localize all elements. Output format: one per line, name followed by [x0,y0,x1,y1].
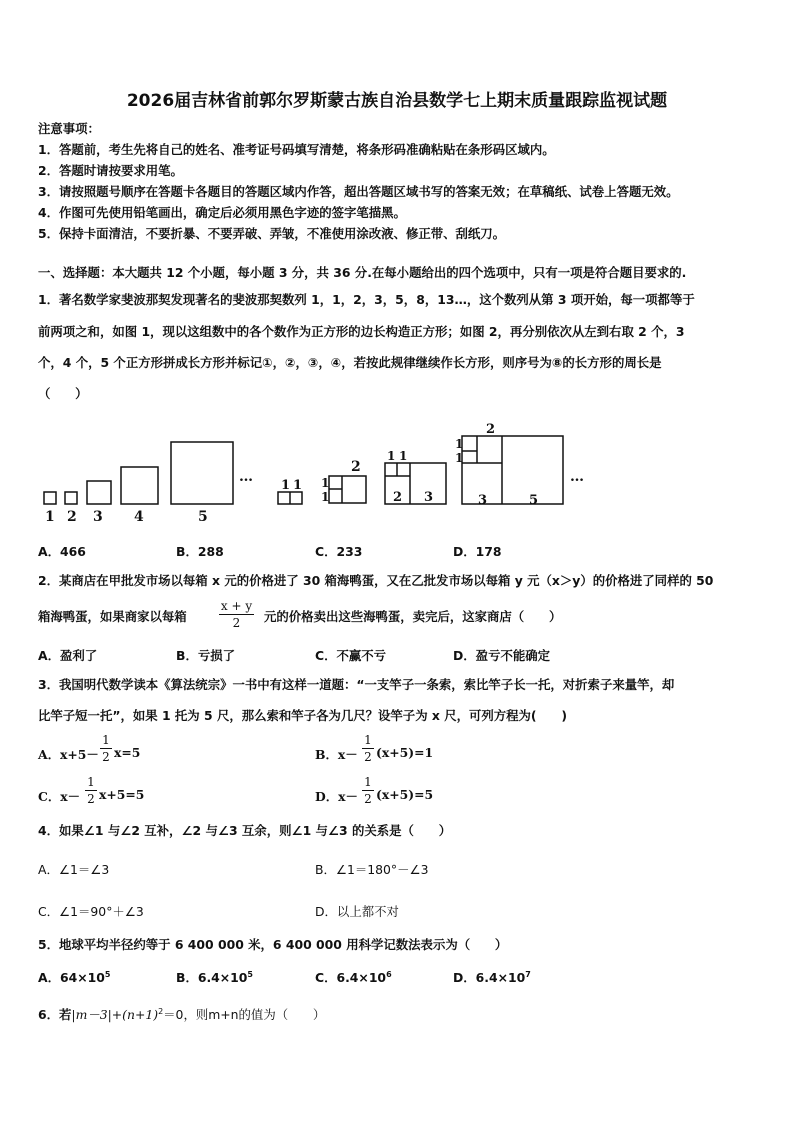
label-r3-b: 1 [399,449,408,463]
q1-text: 前两项之和，如图 1，现以这组数中的各个数作为正方形的边长构造正方形；如图 2，再分别依次从左到右取 2 个，3 [38,324,685,339]
fraction-denominator: 2 [102,750,110,764]
q3-option-b[interactable]: B．x－ [315,747,358,762]
square-3 [87,481,111,504]
q1-text: （ ） [38,386,88,401]
q3-text: 比竿子短一托”，如果 1 托为 5 尺，那么索和竿子各为几尺？设竿子为 x 尺，可列方程为( ) [38,708,568,723]
label-r4-d: 3 [478,493,488,508]
q6-text [38,1004,325,1023]
q3-option-c-tail: x+5=5 [99,787,145,802]
q2-text: 箱海鸭蛋，如果商家以每箱 [38,609,187,624]
q6-exponent: 2 [158,1007,164,1016]
q4-option-b[interactable]: B．∠1＝180°－∠3 [315,862,429,877]
q1-option-b[interactable]: B．288 [176,544,224,559]
notice-item: 2．答题时请按要求用笔。 [38,163,183,178]
label-r1-a: 1 [281,478,291,493]
label-1: 1 [45,509,55,525]
q2-text: 2．某商店在甲批发市场以每箱 x 元的价格进了 30 箱海鸭蛋，又在乙批发市场以每箱 y 元（x＞y）的价格进了同样的 50 [38,573,714,588]
square-4 [121,467,158,504]
q1-text: 1．著名数学家斐波那契发现著名的斐波那契数列 1，1，2，3，5，8，13…，这个数列从第 3 项开始，每一项都等于 [38,292,695,307]
q2-option-a[interactable]: A．盈利了 [38,648,98,663]
option-base: D．6.4×10 [453,970,526,985]
label-5: 5 [198,509,208,525]
label-4: 4 [134,509,144,525]
q2-option-d[interactable]: D．盈亏不能确定 [453,648,551,663]
label-r2-c: 2 [351,459,361,475]
ellipsis: … [239,469,253,485]
fraction-denominator: 2 [232,616,241,630]
square-2 [65,492,77,504]
q3-option-b-tail: (x+5)=1 [376,745,434,760]
q3-text: 3．我国明代数学读本《算法统宗》一书中有这样一道题：“一支竿子一条索，索比竿子长一托，对折索子来量竿，却 [38,677,675,692]
square-1 [44,492,56,504]
label-r4-a: 1 [455,437,464,451]
fraction-numerator: 1 [364,775,372,789]
q5-text: 5．地球平均半径约等于 6 400 000 米，6 400 000 用科学记数法表示为（ ） [38,937,508,952]
option-exponent: 5 [247,969,253,979]
q1-text: 个，4 个，5 个正方形拼成长方形并标记①，②，③，④，若按此规律继续作长方形，则序号为⑧的长方形的周长是 [38,355,662,370]
option-base: A．64×10 [38,970,105,985]
q2-fraction [219,599,254,630]
notice-heading: 注意事项： [38,121,100,136]
notice-item: 1．答题前，考生先将自己的姓名、准考证号码填写清楚，将条形码准确粘贴在条形码区域内。 [38,142,555,157]
label-2: 2 [67,509,77,525]
label-r4-e: 5 [529,493,539,508]
q3-option-a-tail: x=5 [114,745,141,760]
q3-option-d-tail: (x+5)=5 [376,787,434,802]
option-exponent: 5 [104,969,111,979]
label-r2-b: 1 [321,490,330,504]
notice-item: 4．作图可先使用铅笔画出，确定后必须用黑色字迹的签字笔描黑。 [38,205,406,220]
option-exponent: 7 [525,969,531,979]
q3-option-c[interactable]: C．x－ [38,789,81,804]
q5-option-a[interactable] [38,968,110,986]
q4-option-d[interactable]: D．以上都不对 [315,904,399,919]
q6-prefix: 6．若 [38,1007,72,1023]
option-base: B．6.4×10 [176,970,248,985]
fraction-denominator: 2 [364,792,372,806]
q4-option-c[interactable]: C．∠1＝90°＋∠3 [38,904,144,919]
page-title: 2026届吉林省前郭尔罗斯蒙古族自治县数学七上期末质量跟踪监视试题 [126,91,668,111]
fibonacci-figure [0,415,794,525]
fraction-denominator: 2 [87,792,95,806]
label-r4-c: 2 [486,422,496,437]
q6-expression: |m－3|+(n+1) [71,1007,159,1023]
q4-text: 4．如果∠1 与∠2 互补，∠2 与∠3 互余，则∠1 与∠3 的关系是（ ） [38,823,452,838]
ellipsis: … [570,469,584,485]
q3-option-a[interactable]: A．x+5－ [38,747,99,762]
q3-option-a-fraction [100,733,112,764]
q6-suffix: ＝0，则m+n的值为（ ） [163,1007,326,1023]
q5-option-b[interactable] [176,968,253,986]
q5-option-c[interactable] [315,968,392,986]
fraction-denominator: 2 [364,750,372,764]
q2-option-b[interactable]: B．亏损了 [176,648,236,663]
option-exponent: 6 [386,969,392,979]
q3-option-b-fraction [362,733,374,764]
label-r3-a: 1 [387,449,396,463]
q3-option-d[interactable]: D．x－ [315,789,358,804]
label-r2-a: 1 [321,476,330,490]
q1-option-c[interactable]: C．233 [315,544,363,559]
q3-option-c-fraction [85,775,97,806]
fraction-numerator: 1 [87,775,95,789]
label-r4-b: 1 [455,451,464,465]
q1-option-a[interactable]: A．466 [38,544,86,559]
q3-option-d-fraction [362,775,374,806]
q5-option-d[interactable] [453,968,531,986]
label-r1-b: 1 [293,478,303,493]
option-base: C．6.4×10 [315,970,387,985]
notice-item: 3．请按照题号顺序在答题卡各题目的答题区域内作答，超出答题区域书写的答案无效；在草稿纸、试卷上答题无效。 [38,184,679,199]
label-r3-d: 3 [424,490,434,505]
q4-option-a[interactable]: A．∠1＝∠3 [38,862,110,877]
square-5 [171,442,233,504]
label-r3-c: 2 [393,490,403,505]
q2-text: 元的价格卖出这些海鸭蛋，卖完后，这家商店（ ） [264,609,562,624]
q2-option-c[interactable]: C．不赢不亏 [315,648,387,663]
fraction-numerator: 1 [364,733,372,747]
fraction-numerator: 1 [102,733,110,747]
label-3: 3 [93,509,103,525]
q1-option-d[interactable]: D．178 [453,544,502,559]
section-heading: 一、选择题：本大题共 12 个小题，每小题 3 分，共 36 分.在每小题给出的四个选项中，只有一项是符合题目要求的. [38,265,687,280]
fraction-numerator: x + y [220,599,253,613]
notice-item: 5．保持卡面清洁，不要折暴、不要弄破、弄皱，不准使用涂改液、修正带、刮纸刀。 [38,226,506,241]
